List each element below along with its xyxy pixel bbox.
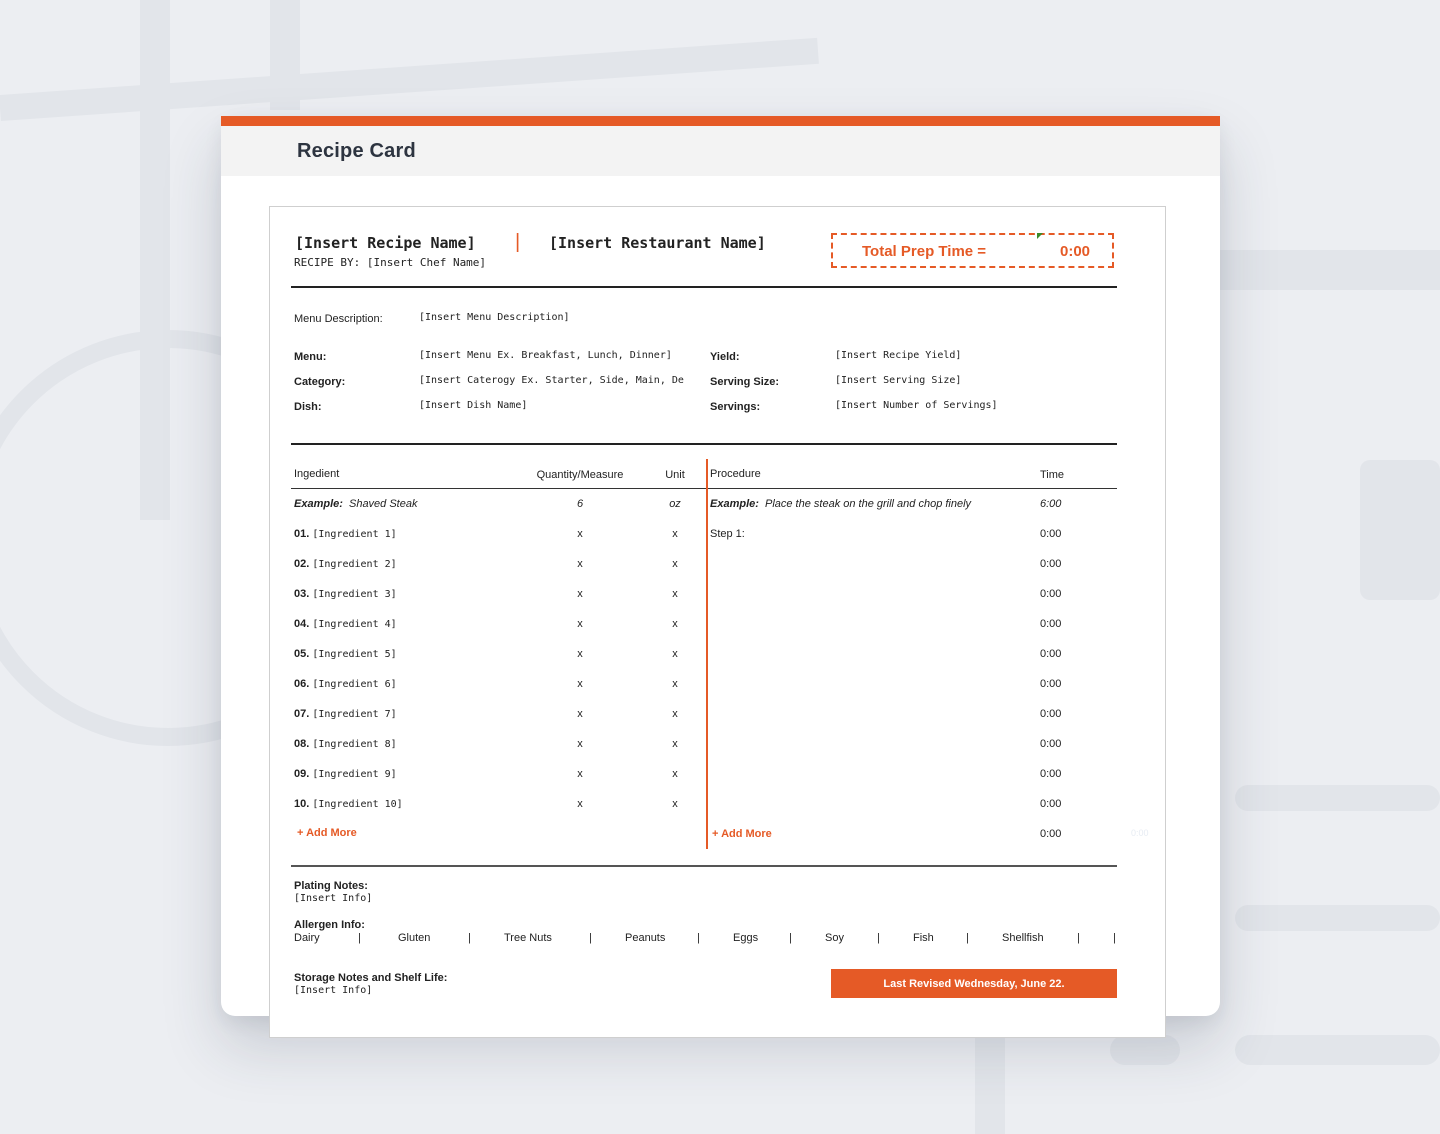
background-line — [1235, 785, 1440, 811]
yield-label: Yield: — [710, 351, 740, 363]
ingredient-quantity[interactable]: x — [577, 648, 583, 660]
total-prep-box — [831, 233, 1114, 268]
allergen-peanuts[interactable]: Peanuts — [625, 932, 666, 944]
allergen-tree-nuts[interactable]: Tree Nuts — [504, 932, 552, 944]
app-window — [221, 116, 1220, 1016]
column-separator — [706, 459, 708, 849]
ingredient-name[interactable]: [Ingredient 1] — [312, 529, 397, 540]
menu-description-label: Menu Description: — [294, 313, 383, 325]
title-bar — [221, 126, 1220, 176]
step-1-label[interactable]: Step 1: — [710, 528, 745, 540]
storage-notes-label: Storage Notes and Shelf Life: — [294, 972, 448, 984]
row-number: 03. — [294, 588, 310, 600]
row-number: 10. — [294, 798, 310, 810]
allergen-separator: | — [966, 932, 969, 944]
quantity-header: Quantity/Measure — [536, 469, 624, 481]
ingredient-unit[interactable]: x — [672, 678, 678, 690]
ingredient-quantity[interactable]: x — [577, 528, 583, 540]
ingredient-unit[interactable]: x — [672, 768, 678, 780]
add-ingredient-button[interactable]: + Add More — [297, 827, 357, 839]
background-line — [1235, 1035, 1440, 1065]
servings-value[interactable]: [Insert Number of Servings] — [835, 400, 998, 411]
step-time[interactable]: 0:00 — [1040, 798, 1062, 810]
divider — [291, 865, 1117, 867]
step-time[interactable]: 0:00 — [1040, 678, 1062, 690]
allergen-dairy[interactable]: Dairy — [294, 932, 320, 944]
divider — [291, 286, 1117, 288]
accent-bar — [221, 116, 1220, 126]
serving-size-label: Serving Size: — [710, 376, 780, 388]
ingredient-unit[interactable]: x — [672, 558, 678, 570]
ingredient-name[interactable]: [Ingredient 6] — [312, 679, 397, 690]
ingredient-name[interactable]: [Ingredient 5] — [312, 649, 397, 660]
ingredient-unit[interactable]: x — [672, 528, 678, 540]
step-time[interactable]: 0:00 — [1040, 558, 1062, 570]
row-number: 01. — [294, 528, 310, 540]
unit-header: Unit — [665, 469, 685, 481]
step-time[interactable]: 0:00 — [1040, 618, 1062, 630]
allergen-eggs[interactable]: Eggs — [733, 932, 759, 944]
example-time: 6:00 — [1040, 498, 1062, 510]
ingredient-unit[interactable]: x — [672, 798, 678, 810]
ingredient-name[interactable]: [Ingredient 10] — [312, 799, 403, 810]
row-number: 02. — [294, 558, 310, 570]
allergen-fish[interactable]: Fish — [913, 932, 934, 944]
background-line — [0, 38, 819, 121]
restaurant-name[interactable]: [Insert Restaurant Name] — [549, 234, 766, 252]
ingredient-name[interactable]: [Ingredient 2] — [312, 559, 397, 570]
last-revised-banner — [831, 969, 1117, 998]
ingredient-name[interactable]: [Ingredient 4] — [312, 619, 397, 630]
yield-value[interactable]: [Insert Recipe Yield] — [835, 350, 962, 361]
divider — [291, 443, 1117, 445]
example-unit: oz — [669, 498, 681, 510]
allergen-separator: | — [1113, 932, 1116, 944]
procedure-header: Procedure — [710, 468, 761, 480]
ingredient-quantity[interactable]: x — [577, 558, 583, 570]
background-line — [1235, 905, 1440, 931]
category-value[interactable]: [Insert Caterogy Ex. Starter, Side, Main, De — [419, 375, 684, 386]
add-step-button[interactable]: + Add More — [712, 828, 772, 840]
step-time[interactable]: 0:00 — [1040, 738, 1062, 750]
allergen-info-label: Allergen Info: — [294, 919, 365, 931]
ingredient-name[interactable]: [Ingredient 8] — [312, 739, 397, 750]
background-line — [1220, 250, 1440, 290]
allergen-separator: | — [468, 932, 471, 944]
ingredient-quantity[interactable]: x — [577, 768, 583, 780]
ingredient-quantity[interactable]: x — [577, 588, 583, 600]
ingredient-quantity[interactable]: x — [577, 738, 583, 750]
ingredient-quantity[interactable]: x — [577, 618, 583, 630]
ingredient-unit[interactable]: x — [672, 648, 678, 660]
ingredient-name[interactable]: [Ingredient 7] — [312, 709, 397, 720]
row-number: 08. — [294, 738, 310, 750]
allergen-separator: | — [697, 932, 700, 944]
recipe-by[interactable]: RECIPE BY: [Insert Chef Name] — [294, 256, 487, 269]
header-divider — [291, 488, 1117, 489]
plating-notes-value[interactable]: [Insert Info] — [294, 893, 373, 904]
example-procedure-text: Place the steak on the grill and chop finely — [764, 498, 972, 510]
row-number: 05. — [294, 648, 310, 660]
allergen-soy[interactable]: Soy — [825, 932, 844, 944]
row-number: 07. — [294, 708, 310, 720]
total-prep-label: Total Prep Time = — [862, 243, 987, 260]
allergen-separator: | — [589, 932, 592, 944]
allergen-shellfish[interactable]: Shellfish — [1002, 932, 1044, 944]
window-title: Recipe Card — [297, 140, 416, 162]
category-label: Category: — [294, 376, 346, 388]
row-number: 06. — [294, 678, 310, 690]
plating-notes-label: Plating Notes: — [294, 880, 368, 892]
ingredient-unit[interactable]: x — [672, 618, 678, 630]
background-line — [1360, 460, 1440, 600]
recipe-sheet — [269, 206, 1166, 1038]
example-quantity: 6 — [576, 498, 584, 510]
ingredient-quantity[interactable]: x — [577, 678, 583, 690]
ingredient-header: Ingedient — [294, 468, 340, 480]
allergen-separator: | — [1077, 932, 1080, 944]
header-separator: | — [515, 231, 521, 253]
step-time[interactable]: 0:00 — [1040, 588, 1062, 600]
step-time[interactable]: 0:00 — [1040, 648, 1062, 660]
allergen-separator: | — [789, 932, 792, 944]
row-number: 09. — [294, 768, 310, 780]
ingredient-unit[interactable]: x — [672, 738, 678, 750]
ingredient-quantity[interactable]: x — [577, 708, 583, 720]
step-time[interactable]: 0:00 — [1040, 528, 1062, 540]
example-prefix: Example: — [710, 498, 759, 510]
time-header: Time — [1040, 469, 1065, 481]
total-prep-value: 0:00 — [1060, 243, 1091, 260]
example-ingredient-name: Shaved Steak — [348, 498, 418, 510]
recipe-name[interactable]: [Insert Recipe Name] — [295, 234, 476, 252]
dish-label: Dish: — [294, 401, 322, 413]
allergen-gluten[interactable]: Gluten — [398, 932, 431, 944]
storage-notes-value[interactable]: [Insert Info] — [294, 985, 373, 996]
add-more-time: 0:00 — [1040, 828, 1062, 840]
row-number: 04. — [294, 618, 310, 630]
allergen-separator: | — [358, 932, 361, 944]
menu-value[interactable]: [Insert Menu Ex. Breakfast, Lunch, Dinner] — [419, 350, 672, 361]
ingredient-unit[interactable]: x — [672, 708, 678, 720]
ingredient-unit[interactable]: x — [672, 588, 678, 600]
allergen-separator: | — [877, 932, 880, 944]
background-line — [1110, 1035, 1180, 1065]
ingredient-example — [294, 498, 417, 510]
procedure-example — [710, 498, 971, 510]
step-time[interactable]: 0:00 — [1040, 768, 1062, 780]
hidden-time: 0:00 — [1131, 828, 1149, 838]
ingredient-name[interactable]: [Ingredient 9] — [312, 769, 397, 780]
cell-comment-marker — [1037, 233, 1043, 239]
serving-size-value[interactable]: [Insert Serving Size] — [835, 375, 962, 386]
last-revised-text: Last Revised Wednesday, June 22. — [883, 977, 1065, 990]
ingredient-quantity[interactable]: x — [577, 798, 583, 810]
servings-label: Servings: — [710, 401, 761, 413]
dish-value[interactable]: [Insert Dish Name] — [419, 400, 528, 411]
step-time[interactable]: 0:00 — [1040, 708, 1062, 720]
menu-description-value[interactable]: [Insert Menu Description] — [419, 312, 570, 323]
example-prefix: Example: — [294, 498, 343, 510]
menu-label: Menu: — [294, 351, 327, 363]
ingredient-name[interactable]: [Ingredient 3] — [312, 589, 397, 600]
